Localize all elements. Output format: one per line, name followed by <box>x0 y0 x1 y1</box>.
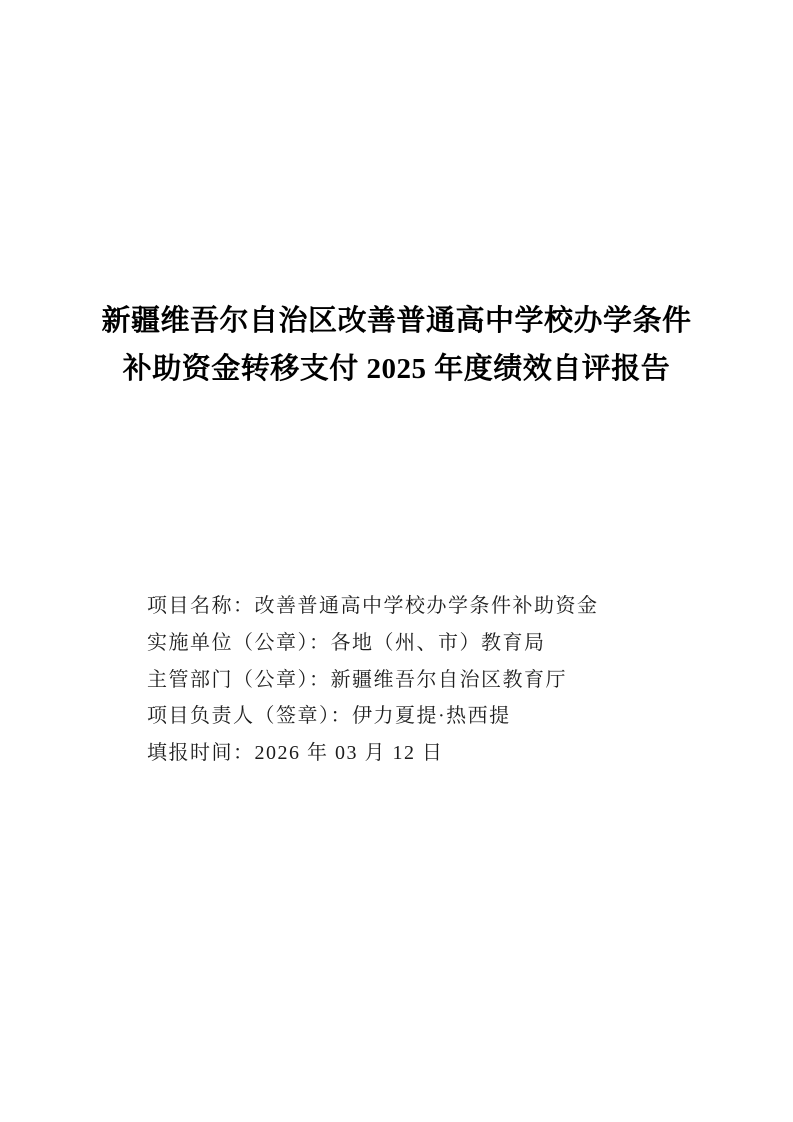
supervising-department-value: 新疆维吾尔自治区教育厅 <box>330 668 567 691</box>
implementing-unit-value: 各地（州、市）教育局 <box>330 631 546 654</box>
field-row-project-leader <box>147 698 599 735</box>
supervising-department-label: 主管部门（公章）： <box>147 668 331 691</box>
field-row-supervising-department <box>147 662 599 699</box>
document-title <box>0 297 793 393</box>
document-title-line-2: 补助资金转移支付 2025 年度绩效自评报告 <box>122 353 671 385</box>
filing-date-label: 填报时间： <box>147 742 255 765</box>
project-leader-value: 伊力夏提·热西提 <box>352 705 511 728</box>
filing-date-value: 2026 年 03 月 12 日 <box>254 742 444 765</box>
field-row-project-name <box>147 588 599 625</box>
project-leader-label: 项目负责人（签章）： <box>147 705 352 728</box>
implementing-unit-label: 实施单位（公章）： <box>147 631 331 654</box>
document-title-line-1: 新疆维吾尔自治区改善普通高中学校办学条件 <box>101 305 692 337</box>
field-row-filing-date <box>147 735 599 772</box>
project-name-value: 改善普通高中学校办学条件补助资金 <box>254 595 599 617</box>
cover-fields <box>147 588 599 772</box>
field-row-implementing-unit <box>147 625 599 662</box>
project-name-label: 项目名称： <box>147 595 255 617</box>
